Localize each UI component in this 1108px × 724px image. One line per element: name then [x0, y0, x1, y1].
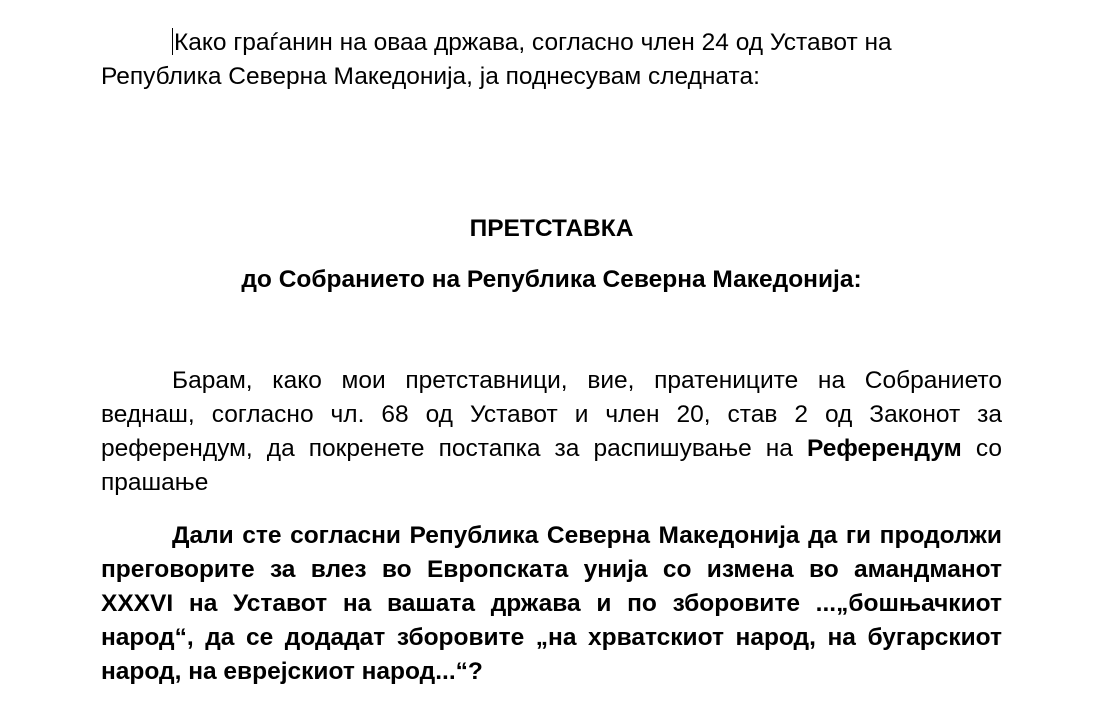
referendum-bold-word: Референдум [807, 435, 962, 462]
document-title: ПРЕТСТАВКА [469, 215, 634, 242]
request-paragraph [101, 364, 1002, 500]
intro-paragraph [101, 26, 1002, 94]
question-paragraph: Дали сте согласни Република Северна Македонија да ги продолжи преговорите за влез во Европската унија со измена во амандманот XXXVI на Уставот на вашата држава и по зборовите ...„бошњачкиот народ“, да се додадат зборовите „на хрватскиот народ, на бугарскиот народ, на еврејскиот народ...“? [101, 522, 1002, 685]
text-cursor [172, 28, 173, 55]
intro-text: Како граѓанин на оваа држава, согласно член 24 од Уставот на Република Северна Македонија, ја поднесувам следната: [101, 29, 892, 90]
request-text: Барам, како мои претставници, вие, пратениците на Собранието веднаш, согласно чл. 68 од Уставот и член 20, став 2 од Законот за референдум, да покренете постапка за распишување на [101, 367, 1002, 462]
request-tail: со прашање [101, 435, 1002, 496]
document-subtitle: до Собранието на Република Северна Македонија: [241, 266, 862, 293]
